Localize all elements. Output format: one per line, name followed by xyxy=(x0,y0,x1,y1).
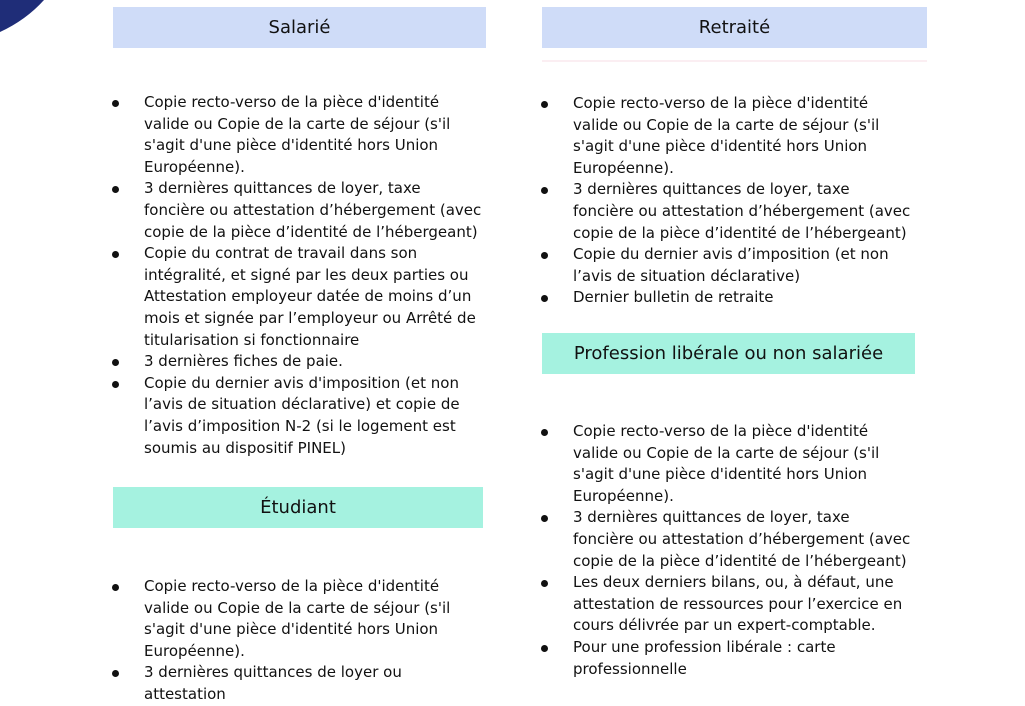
salarie-header xyxy=(113,7,486,48)
list-item: Les deux derniers bilans, ou, à défaut, une attestation de ressources pour l’exercice en cours délivrée par un expert-comptable. xyxy=(541,572,911,637)
etudiant-header xyxy=(113,487,483,528)
retraite-title: Retraité xyxy=(698,17,771,38)
liberale-title: Profession libérale ou non salariée xyxy=(573,343,884,364)
corner-decoration-icon xyxy=(0,0,60,40)
list-item: Copie recto-verso de la pièce d'identité valide ou Copie de la carte de séjour (s'il s'agit d'une pièce d'identité hors Union Européenne). xyxy=(541,421,911,507)
list-item: Copie du dernier avis d’imposition (et non l’avis de situation déclarative) xyxy=(541,244,911,287)
retraite-header xyxy=(542,7,927,48)
etudiant-list xyxy=(112,576,482,706)
list-item: Copie recto-verso de la pièce d'identité valide ou Copie de la carte de séjour (s'il s'agit d'une pièce d'identité hors Union Européenne). xyxy=(112,576,482,662)
list-item: 3 dernières quittances de loyer ou attestation xyxy=(112,662,482,705)
salarie-title: Salarié xyxy=(268,17,331,38)
list-item: 3 dernières quittances de loyer, taxe foncière ou attestation d’hébergement (avec copie de la pièce d’identité de l’hébergeant) xyxy=(112,178,482,243)
retraite-list xyxy=(541,93,911,309)
salarie-list xyxy=(112,92,482,459)
list-item: Copie du contrat de travail dans son intégralité, et signé par les deux parties ou Attestation employeur datée de moins d’un mois et signée par l’employeur ou Arrêté de titularisation si fonctionnaire xyxy=(112,243,482,351)
etudiant-title: Étudiant xyxy=(260,497,336,518)
list-item: Copie recto-verso de la pièce d'identité valide ou Copie de la carte de séjour (s'il s'agit d'une pièce d'identité hors Union Européenne). xyxy=(112,92,482,178)
list-item: Copie du dernier avis d'imposition (et non l’avis de situation déclarative) et copie de l’avis d’imposition N-2 (si le logement est soumis au dispositif PINEL) xyxy=(112,373,482,459)
list-item: Pour une profession libérale : carte professionnelle xyxy=(541,637,911,680)
list-item: Dernier bulletin de retraite xyxy=(541,287,911,309)
list-item: Copie recto-verso de la pièce d'identité valide ou Copie de la carte de séjour (s'il s'agit d'une pièce d'identité hors Union Européenne). xyxy=(541,93,911,179)
liberale-list xyxy=(541,421,911,680)
divider xyxy=(542,60,927,62)
list-item: 3 dernières quittances de loyer, taxe foncière ou attestation d’hébergement (avec copie de la pièce d’identité de l’hébergeant) xyxy=(541,179,911,244)
list-item: 3 dernières quittances de loyer, taxe foncière ou attestation d’hébergement (avec copie de la pièce d’identité de l’hébergeant) xyxy=(541,507,911,572)
liberale-header xyxy=(542,333,915,374)
list-item: 3 dernières fiches de paie. xyxy=(112,351,482,373)
